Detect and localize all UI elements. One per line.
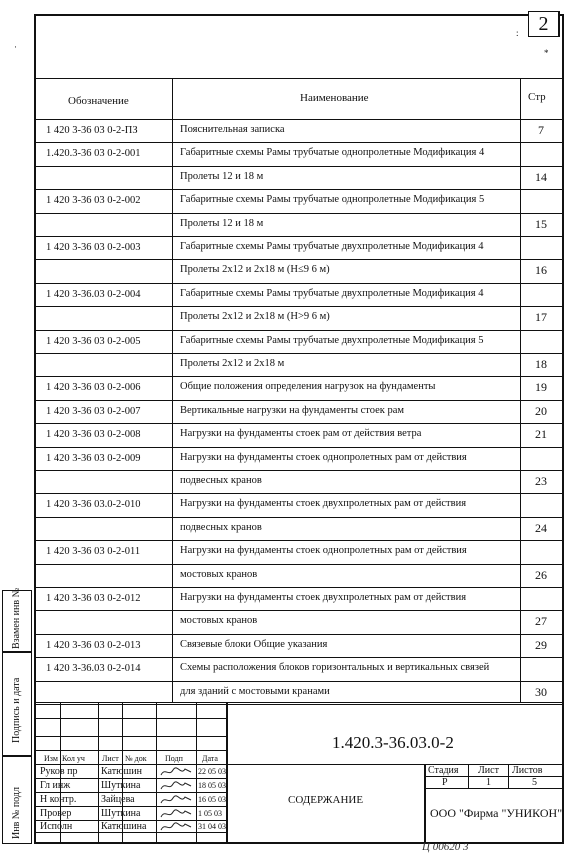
- tb-grid-line: [36, 778, 226, 779]
- signer-date: 1 05 03: [198, 809, 222, 818]
- row-name: Пролеты 12 и 18 м: [180, 218, 264, 229]
- row-name: Пролеты 2х12 и 2х18 м: [180, 358, 285, 369]
- row-page: 29: [535, 638, 547, 652]
- row-page: 18: [535, 357, 547, 371]
- company-name: ООО "Фирма "УНИКОН": [430, 806, 563, 820]
- row-name: Вертикальные нагрузки на фундаменты стоек рам: [180, 405, 405, 416]
- row-page: 27: [535, 614, 547, 628]
- tb-col-line: [98, 702, 99, 844]
- row-divider: [36, 400, 562, 401]
- stage-label: Стадия: [428, 765, 459, 776]
- row-name: Схемы расположения блоков горизонтальных и вертикальных связей: [180, 662, 490, 673]
- row-name: подвесных кранов: [180, 522, 262, 533]
- row-page: 23: [535, 474, 547, 488]
- signer-date: 31 04 03: [198, 822, 226, 831]
- side-sign-box: [2, 652, 32, 756]
- row-page: 20: [535, 404, 547, 418]
- row-code: 1 420 3-36 03.0-2-010: [46, 499, 141, 510]
- tb-grid-line: [36, 718, 226, 719]
- stray-mark: *: [544, 48, 549, 58]
- row-divider: [36, 540, 562, 541]
- row-divider: [36, 166, 562, 167]
- signer-name: Катюшина: [101, 821, 147, 832]
- row-code: 1 420 3-36 03 0-2-007: [46, 406, 141, 417]
- row-name: Пролеты 12 и 18 м: [180, 171, 264, 182]
- tb-col-qty: Кол уч: [62, 754, 85, 763]
- signature-scribble: [159, 766, 193, 778]
- side-inv-box: [2, 756, 32, 844]
- row-code: 1 420 3-36 03 0-2-002: [46, 195, 141, 206]
- tb-grid-line: [36, 806, 226, 807]
- tb-grid-line: [36, 736, 226, 737]
- row-divider: [36, 657, 562, 658]
- row-divider: [36, 142, 562, 143]
- tb-col-date: Дата: [202, 754, 218, 763]
- row-divider: [36, 587, 562, 588]
- stage-value: Р: [442, 777, 448, 788]
- row-name: Габаритные схемы Рамы трубчатые двухпролетные Модификация 4: [180, 241, 484, 252]
- row-name: Габаритные схемы Рамы трубчатые двухпролетные Модификация 5: [180, 335, 484, 346]
- row-name: мостовых кранов: [180, 615, 258, 626]
- row-name: Нагрузки на фундаменты стоек двухпролетных рам от действия: [180, 498, 467, 509]
- row-name: Пролеты 2х12 и 2х18 м (Н≤9 6 м): [180, 264, 330, 275]
- row-name: Нагрузки на фундаменты стоек двухпролетных рам от действия: [180, 592, 467, 603]
- signer-name: Зайцева: [101, 794, 135, 805]
- row-divider: [36, 493, 562, 494]
- signature-scribble: [159, 794, 193, 806]
- row-name: Пояснительная записка: [180, 124, 285, 135]
- footer-note: Ц 00620 3: [422, 841, 469, 853]
- tb-col-line: [468, 764, 469, 788]
- signature-scribble: [159, 780, 193, 792]
- signature-scribble: [159, 808, 193, 820]
- row-page: 17: [535, 310, 547, 324]
- row-name: Общие положения определения нагрузок на фундаменты: [180, 381, 436, 392]
- tb-grid-line: [36, 750, 226, 751]
- row-name: Связевые блоки Общие указания: [180, 639, 328, 650]
- signer-date: 22 05 03: [198, 767, 226, 776]
- row-name: Габаритные схемы Рамы трубчатые однопролетные Модификация 5: [180, 194, 485, 205]
- row-code: 1 420 3-36.03 0-2-014: [46, 663, 141, 674]
- row-divider: [36, 704, 562, 705]
- tb-col-sign: Подп: [165, 754, 183, 763]
- row-divider: [36, 213, 562, 214]
- sheets-label: Листов: [512, 765, 543, 776]
- row-divider: [36, 564, 562, 565]
- side-inv-label: Инв № подл: [11, 787, 22, 839]
- tb-col-line: [196, 702, 197, 844]
- tb-col-change: Изм: [44, 754, 58, 763]
- row-divider: [36, 353, 562, 354]
- row-divider: [36, 447, 562, 448]
- signer-role: Исполн: [40, 821, 73, 832]
- side-replace-box: [2, 587, 32, 652]
- row-name: Нагрузки на фундаменты стоек однопролетных рам от действия: [180, 545, 467, 556]
- table-header-bottom-line: [36, 119, 562, 120]
- tb-col-list: Лист: [102, 754, 119, 763]
- row-divider: [36, 283, 562, 284]
- doc-code: 1.420.3-36.03.0-2: [332, 733, 454, 752]
- stray-mark: ·: [14, 42, 17, 52]
- sheet-label: Лист: [478, 765, 499, 776]
- signature-scribble: [159, 821, 193, 833]
- row-divider: [36, 423, 562, 424]
- header-name: Наименование: [300, 92, 369, 104]
- titleblock-top-line: [36, 702, 562, 703]
- row-code: 1 420 3-36.03 0-2-004: [46, 289, 141, 300]
- row-name: Нагрузки на фундаменты стоек рам от действия ветра: [180, 428, 422, 439]
- header-designation: Обозначение: [68, 95, 129, 107]
- tb-col-line: [424, 764, 426, 844]
- row-code: 1 420 3-36 03 0-2-009: [46, 453, 141, 464]
- row-code: 1 420 3-36 03 0-2-008: [46, 429, 141, 440]
- signer-role: Руков пр: [40, 766, 78, 777]
- tb-grid-line: [36, 792, 226, 793]
- row-page: 21: [535, 427, 547, 441]
- row-name: для зданий с мостовыми кранами: [180, 686, 330, 697]
- row-divider: [36, 634, 562, 635]
- row-name: Пролеты 2х12 и 2х18 м (Н>9 6 м): [180, 311, 330, 322]
- signer-name: Шуткина: [101, 808, 141, 819]
- row-divider: [36, 236, 562, 237]
- row-divider: [36, 681, 562, 682]
- sheet-value: 1: [486, 777, 491, 788]
- signer-role: Гл инж: [40, 780, 71, 791]
- signer-role: Провер: [40, 808, 72, 819]
- side-sign-label: Подпись и дата: [11, 677, 22, 743]
- row-code: 1 420 3-36 03 0-2-013: [46, 640, 141, 651]
- row-divider: [36, 376, 562, 377]
- row-code: 1 420 3-36 03 0-2-ПЗ: [46, 125, 138, 136]
- side-replace-label: Взамен инв №: [11, 587, 22, 649]
- signer-name: Шуткина: [101, 780, 141, 791]
- row-page: 26: [535, 568, 547, 582]
- row-divider: [36, 610, 562, 611]
- tb-col-doc: № док: [125, 754, 147, 763]
- tb-col-line: [508, 764, 509, 788]
- row-name: Нагрузки на фундаменты стоек однопролетных рам от действия: [180, 452, 467, 463]
- row-name: Габаритные схемы Рамы трубчатые двухпролетные Модификация 4: [180, 288, 484, 299]
- row-page: 30: [535, 685, 547, 699]
- row-page: 15: [535, 217, 547, 231]
- row-name: подвесных кранов: [180, 475, 262, 486]
- row-page: 16: [535, 263, 547, 277]
- table-top-line: [36, 78, 562, 79]
- col-line-1: [172, 78, 173, 702]
- row-code: 1 420 3-36 03 0-2-003: [46, 242, 141, 253]
- signer-date: 16 05 03: [198, 795, 226, 804]
- signer-date: 18 05 03: [198, 781, 226, 790]
- row-code: 1 420 3-36 03 0-2-011: [46, 546, 141, 557]
- tb-col-line: [156, 702, 157, 844]
- sheets-value: 5: [532, 777, 537, 788]
- stray-mark: :: [516, 28, 519, 38]
- doc-title: СОДЕРЖАНИЕ: [288, 794, 364, 806]
- row-divider: [36, 259, 562, 260]
- row-page: 14: [535, 170, 547, 184]
- row-divider: [36, 517, 562, 518]
- row-divider: [36, 470, 562, 471]
- row-code: 1.420.3-36 03 0-2-001: [46, 148, 141, 159]
- row-divider: [36, 330, 562, 331]
- signer-role: Н контр.: [40, 794, 77, 805]
- row-name: мостовых кранов: [180, 569, 258, 580]
- row-divider: [36, 306, 562, 307]
- tb-col-line: [226, 702, 228, 844]
- row-name: Габаритные схемы Рамы трубчатые однопролетные Модификация 4: [180, 147, 485, 158]
- row-divider: [36, 189, 562, 190]
- page-number: 2: [528, 11, 560, 37]
- row-code: 1 420 3-36 03 0-2-006: [46, 382, 141, 393]
- row-page: 7: [538, 123, 544, 137]
- row-page: 24: [535, 521, 547, 535]
- header-page: Стр: [528, 91, 546, 103]
- row-page: 19: [535, 380, 547, 394]
- signer-name: Катюшин: [101, 766, 142, 777]
- row-code: 1 420 3-36 03 0-2-005: [46, 336, 141, 347]
- row-code: 1 420 3-36 03 0-2-012: [46, 593, 141, 604]
